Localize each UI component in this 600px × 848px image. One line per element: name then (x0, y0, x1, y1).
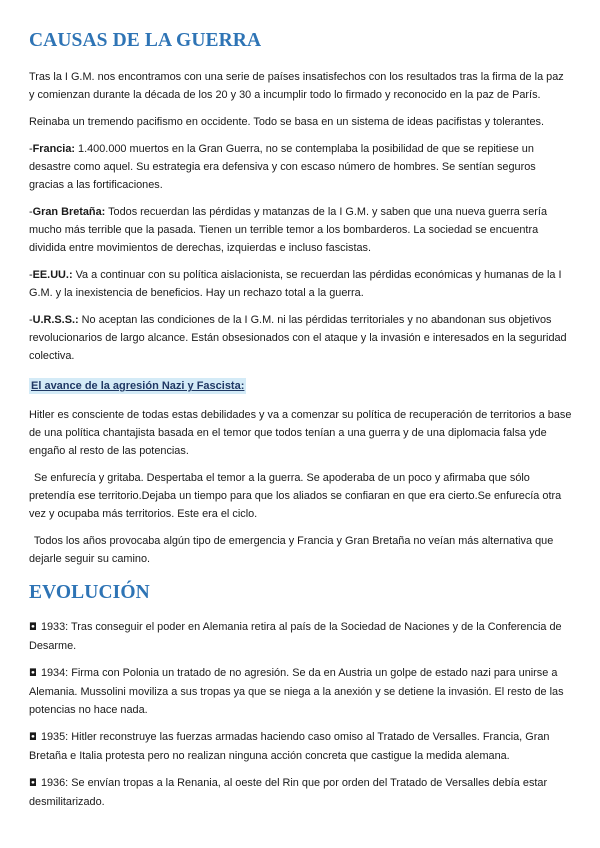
evolution-item-text: 1933: Tras conseguir el poder en Alemania retira al país de la Sociedad de Naciones y de la Conferencia de Desarme. (29, 621, 562, 652)
country-label: EE.UU.: (32, 269, 73, 281)
advance-item-2 (29, 532, 572, 568)
country-gran-bretana (29, 203, 572, 257)
advance-item-text: Se enfurecía y gritaba. Despertaba el temor a la guerra. Se apoderaba de un poco y afirmaba que sólo pretendía ese territorio.Dejaba un tiempo para que los aliados se confiaran en que era cierto.Se enfurecía otra vez y ocupaba más territorios. Este era el ciclo. (29, 472, 562, 520)
dash-prefix: - (29, 143, 33, 155)
intro-paragraph-2: Reinaba un tremendo pacifismo en occidente. Todo se basa en un sistema de ideas pacifistas y tolerantes. (29, 116, 544, 128)
dash-prefix: - (29, 206, 33, 218)
country-eeuu (29, 266, 572, 302)
advance-item-text: Todos los años provocaba algún tipo de emergencia y Francia y Gran Bretaña no veían más alternativa que dejarle seguir su camino. (29, 535, 554, 565)
country-text: Va a continuar con su política aislacionista, se recuerdan las pérdidas económicas y humanas de la I G.M. y la inexistencia de beneficios. Hay un rechazo total a la guerra. (29, 269, 562, 299)
square-bullet-icon: ◘ (29, 778, 37, 789)
advance-item-1 (29, 469, 572, 523)
country-text: No aceptan las condiciones de la I G.M. ni las pérdidas territoriales y no abandonan sus objetivos revolucionarios de largo alcance. Están obsesionados con el ataque y la invasión e interesados en la seguridad colectiva. (29, 314, 567, 362)
country-urss (29, 311, 572, 365)
evolution-item-1935 (29, 728, 572, 765)
section-title-evolucion: EVOLUCIÓN (29, 582, 150, 603)
country-francia (29, 140, 572, 194)
dash-prefix: - (29, 314, 33, 326)
evolution-item-1933 (29, 618, 572, 655)
country-text: Todos recuerdan las pérdidas y matanzas de la I G.M. y saben que una nueva guerra sería mucho más terrible que la pasada. Tienen un terrible temor a los bombarderos. La sociedad se encuentra dividida entre movimientos de derechas, izquierdas e incluso fascistas. (29, 206, 547, 254)
country-text: 1.400.000 muertos en la Gran Guerra, no se contemplaba la posibilidad de que se repitiese un desastre como aquel. Su estrategia era defensiva y con escaso número de hombres. Se sentían seguros gracias a las fortificaciones. (29, 143, 536, 191)
subheading-avance: El avance de la agresión Nazi y Fascista: (31, 380, 245, 392)
evolution-item-text: 1936: Se envían tropas a la Renania, al oeste del Rin que por orden del Tratado de Versalles debía estar desmilitarizado. (29, 777, 548, 808)
evolution-item-1936 (29, 774, 572, 811)
section-title-causas: CAUSAS DE LA GUERRA (29, 30, 262, 51)
evolution-item-1934 (29, 664, 572, 719)
square-bullet-icon: ◘ (29, 668, 37, 679)
country-label: U.R.S.S.: (32, 314, 79, 326)
square-bullet-icon: ◘ (29, 622, 37, 633)
evolution-item-text: 1934: Firma con Polonia un tratado de no agresión. Se da en Austria un golpe de estado nazi para unirse a Alemania. Mussolini moviliza a sus tropas ya que se niega a la anexión y se detiene la invasión. El resto de las potencias no hace nada. (29, 667, 564, 716)
dash-prefix: - (29, 269, 33, 281)
country-label: Gran Bretaña: (32, 206, 106, 218)
intro-paragraph-1: Tras la I G.M. nos encontramos con una serie de países insatisfechos con los resultados tras la firma de la paz y comienzan durante la década de los 20 y 30 a incumplir todo lo firmado y reconocido en la paz de París. (29, 71, 564, 101)
country-label: Francia: (32, 143, 76, 155)
evolution-item-text: 1935: Hitler reconstruye las fuerzas armadas haciendo caso omiso al Tratado de Versalles. Francia, Gran Bretaña e Italia protesta pero no realizan ninguna acción concreta que castigue la medida alemana. (29, 731, 550, 762)
advance-intro-paragraph: Hitler es consciente de todas estas debilidades y va a comenzar su política de recuperación de territorios a base de una política chantajista basada en el temor que todos tenían a una guerra y de una diplomacia falsa yde engaño al resto de las potencias. (29, 409, 572, 457)
square-bullet-icon: ◘ (29, 732, 37, 743)
